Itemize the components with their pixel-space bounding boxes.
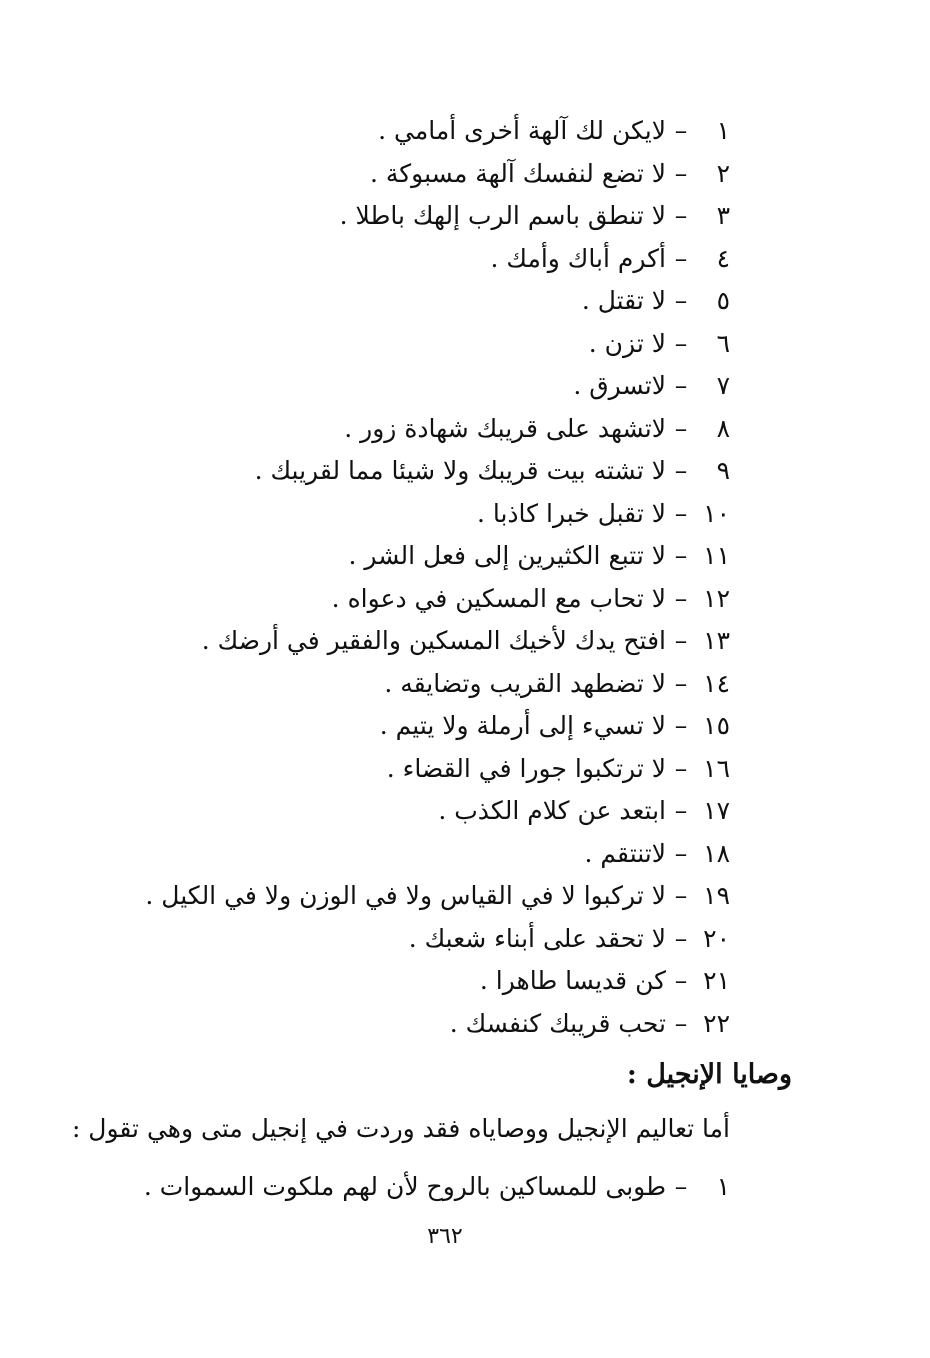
item-number: ٢٠	[703, 923, 730, 953]
item-dash: –	[674, 541, 688, 570]
item-number: ٨	[716, 413, 730, 443]
list-item	[130, 620, 730, 663]
list-item	[130, 535, 730, 578]
item-text: لا تشته بيت قريبك ولا شيئا مما لقريبك .	[254, 456, 666, 485]
item-dash: –	[674, 456, 688, 485]
item-number: ١٣	[703, 626, 730, 655]
item-dash: –	[674, 583, 688, 613]
item-number: ١٨	[703, 838, 730, 868]
item-text: لا تحاب مع المسكين في دعواه .	[331, 583, 666, 613]
item-text: لا تحقد على أبناء شعبك .	[408, 923, 666, 953]
page-number: ٣٦٢	[427, 1224, 463, 1249]
list-item	[130, 110, 730, 153]
list-item	[130, 960, 730, 1003]
section-heading: وصايا الإنجيل :	[626, 1059, 792, 1090]
item-dash: –	[674, 1008, 688, 1038]
item-text: طوبى للمساكين بالروح لأن لهم ملكوت السموات .	[143, 1172, 666, 1201]
item-dash: –	[674, 201, 688, 230]
item-text: لاتسرق .	[573, 371, 666, 400]
item-dash: –	[674, 753, 688, 783]
item-number: ٥	[716, 286, 730, 315]
item-dash: –	[674, 413, 688, 443]
item-number: ٢٢	[703, 1008, 730, 1038]
item-dash: –	[674, 923, 688, 953]
item-text: لا تزن .	[588, 328, 666, 358]
item-number: ١٦	[703, 753, 730, 783]
item-number: ١٥	[703, 711, 730, 740]
list-item	[130, 493, 730, 536]
list-item	[130, 790, 730, 833]
item-number: ٣	[716, 201, 730, 230]
gospel-list-item	[144, 1166, 730, 1208]
item-text: أكرم أباك وأمك .	[490, 243, 666, 273]
item-number: ٤	[716, 243, 730, 273]
item-number: ١	[716, 1172, 730, 1201]
list-item	[130, 323, 730, 366]
intro-paragraph: أما تعاليم الإنجيل ووصاياه فقد وردت في إنجيل متى وهي تقول :	[71, 1114, 730, 1143]
item-number: ٢	[716, 158, 730, 188]
item-number: ٦	[716, 328, 730, 358]
item-number: ٢١	[703, 966, 730, 995]
list-item	[130, 1003, 730, 1046]
list-item	[130, 833, 730, 876]
list-item	[130, 195, 730, 238]
list-item	[130, 918, 730, 961]
item-number: ١	[716, 116, 730, 145]
item-dash: –	[674, 668, 688, 698]
item-number: ١٧	[703, 796, 730, 825]
item-text: لاتنتقم .	[584, 838, 666, 868]
item-dash: –	[674, 498, 688, 528]
item-text: لا تركبوا لا في القياس ولا في الوزن ولا في الكيل .	[145, 881, 666, 910]
item-text: لا تقبل خبرا كاذبا .	[476, 498, 666, 528]
item-dash: –	[674, 286, 688, 315]
item-dash: –	[674, 328, 688, 358]
item-number: ٩	[716, 456, 730, 485]
item-dash: –	[674, 243, 688, 273]
item-number: ١٠	[703, 498, 730, 528]
item-number: ١٩	[703, 881, 730, 910]
item-text: لا تقتل .	[581, 286, 666, 315]
item-text: لا تضطهد القريب وتضايقه .	[384, 668, 666, 698]
item-dash: –	[674, 838, 688, 868]
item-dash: –	[674, 711, 688, 740]
item-text: لا تتبع الكثيرين إلى فعل الشر .	[348, 541, 666, 570]
item-number: ١٤	[703, 668, 730, 698]
item-dash: –	[674, 116, 688, 145]
item-dash: –	[674, 966, 688, 995]
item-number: ١١	[703, 541, 730, 570]
item-text: لا تضع لنفسك آلهة مسبوكة .	[369, 158, 666, 188]
list-item	[130, 408, 730, 451]
item-dash: –	[674, 881, 688, 910]
item-dash: –	[674, 158, 688, 188]
item-text: ابتعد عن كلام الكذب .	[438, 796, 666, 825]
item-text: تحب قريبك كنفسك .	[449, 1008, 666, 1038]
item-number: ١٢	[703, 583, 730, 613]
item-text: لاتشهد على قريبك شهادة زور .	[344, 413, 666, 443]
item-dash: –	[674, 371, 688, 400]
list-item	[130, 238, 730, 281]
list-item	[130, 705, 730, 748]
item-text: كن قديسا طاهرا .	[479, 966, 666, 995]
item-dash: –	[674, 796, 688, 825]
item-dash: –	[674, 626, 688, 655]
list-item	[130, 578, 730, 621]
list-item	[130, 450, 730, 493]
list-item	[130, 153, 730, 196]
item-text: لا تنطق باسم الرب إلهك باطلا .	[339, 201, 666, 230]
list-item	[130, 365, 730, 408]
item-number: ٧	[716, 371, 730, 400]
item-text: لا ترتكبوا جورا في القضاء .	[386, 753, 666, 783]
commandments-list	[130, 110, 730, 1045]
list-item	[130, 663, 730, 706]
item-text: لا تسيء إلى أرملة ولا يتيم .	[379, 711, 666, 740]
item-dash: –	[674, 1172, 688, 1201]
list-item	[130, 280, 730, 323]
list-item	[130, 748, 730, 791]
item-text: لايكن لك آلهة أخرى أمامي .	[378, 116, 666, 145]
item-text: افتح يدك لأخيك المسكين والفقير في أرضك .	[201, 626, 666, 655]
list-item	[130, 875, 730, 918]
